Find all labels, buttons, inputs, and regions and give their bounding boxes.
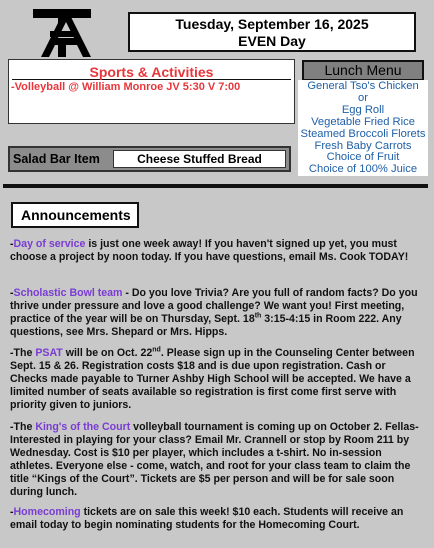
announcement-prefix: -: [10, 287, 14, 299]
date-box: [128, 12, 416, 52]
announcement-highlight: Scholastic Bowl team: [13, 287, 123, 299]
lunch-menu-title: Lunch Menu: [302, 60, 424, 81]
announcement-prefix: -: [10, 506, 14, 518]
announcement-prefix: -The: [10, 421, 36, 433]
salad-bar-row: [8, 146, 291, 172]
announcement-text: . Please sign up in the Counseling Center between Sept. 15 & 26. Registration costs $18 and is due upon registration. Cash or Checks made payable to Turner Ashby High School will be accepted. We have a limited number of seats available so registration is first come first serve with priority given to juniors.: [10, 347, 415, 411]
announcement-text: 3:15-4:15 in Room 222. Any questions, see Mrs. Shepard or Mrs. Hipps.: [10, 313, 402, 338]
date-text: Tuesday, September 16, 2025: [175, 16, 369, 32]
section-divider: [3, 184, 428, 188]
lunch-item: Choice of 100% Juice: [308, 163, 418, 176]
announcement-highlight: King's of the Court: [35, 421, 131, 433]
announcement-text: - Do you love Trivia? Are you full of random facts? Do you thrive under pressure and love a good challenge? We want you! First meeting, practice of the year will be on Thursday, Sept. 18: [10, 287, 418, 325]
lunch-item: Fresh Baby Carrots: [314, 139, 412, 152]
announcement-text: tickets are on sale this week! $10 each. Students will receive an email today to begin nominating students for the Homecoming Court.: [10, 506, 404, 531]
lunch-item: or: [358, 91, 368, 104]
announcement-superscript: th: [254, 312, 262, 320]
announcement-prefix: -: [10, 238, 14, 250]
day-type-text: EVEN Day: [238, 33, 306, 49]
lunch-item: Steamed Broccoli Florets: [300, 127, 426, 140]
announcement-highlight: PSAT: [35, 347, 63, 359]
announcement-text: is just one week away! If you haven't signed up yet, you must choose a project by noon today. If you have questions, email Ms. Cook TODAY!: [10, 238, 409, 263]
announcement-item: [10, 421, 424, 499]
sports-title: Sports & Activities: [12, 60, 291, 80]
salad-bar-label: Salad Bar Item: [13, 152, 100, 166]
announcement-item: [10, 347, 424, 412]
announcement-text: volleyball tournament is coming up on October 2. Fellas-Interested in playing for your class? Email Mr. Crannell or stop by Room 211 by Wednesday. Cost is $10 per player, which includes a t-shirt. No in-session athletes. Everyone else - come, watch, and root for your class team to claim the title “Kings of the Court”. Tickets are $5 per person and will be for sale soon during lunch.: [10, 421, 419, 498]
lunch-item: General Tso's Chicken: [307, 80, 419, 92]
lunch-menu-list: [298, 80, 428, 176]
lunch-item: Choice of Fruit: [326, 151, 400, 164]
announcement-item: [10, 287, 424, 339]
announcement-item: [10, 506, 424, 532]
salad-bar-value: Cheese Stuffed Bread: [113, 150, 286, 168]
announcement-highlight: Homecoming: [13, 506, 81, 518]
announcement-prefix: -The: [10, 347, 36, 359]
announcement-superscript: nd: [152, 346, 161, 354]
announcement-highlight: Day of service: [13, 238, 86, 250]
sports-activities-panel: [8, 59, 295, 124]
announcements-title: Announcements: [11, 202, 139, 228]
school-logo: [33, 9, 91, 59]
announcement-item: [10, 238, 424, 264]
lunch-item: Vegetable Fried Rice: [311, 115, 415, 128]
lunch-item: Egg Roll: [341, 103, 385, 116]
announcement-text: will be on Oct. 22: [62, 347, 153, 359]
sports-item: -Volleyball @ William Monroe JV 5:30 V 7:00: [11, 81, 241, 93]
